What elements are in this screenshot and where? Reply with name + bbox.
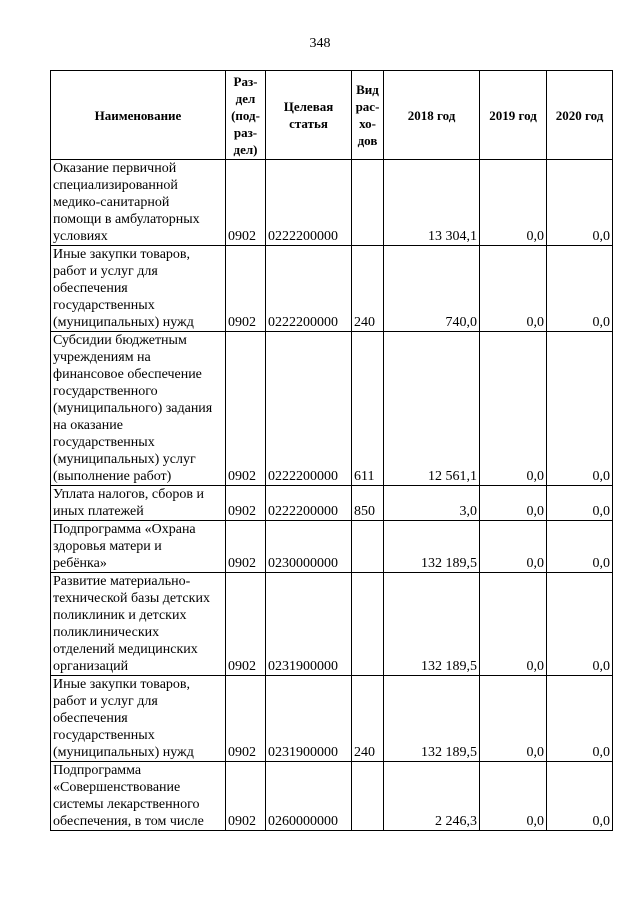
row-section: 0902 xyxy=(226,486,266,521)
row-target: 0222200000 xyxy=(266,160,352,246)
header-expense-type: Вид рас- хо- дов xyxy=(352,71,384,160)
row-section: 0902 xyxy=(226,676,266,762)
table-row xyxy=(51,160,613,246)
row-2018: 740,0 xyxy=(384,246,480,332)
row-target: 0222200000 xyxy=(266,246,352,332)
row-section: 0902 xyxy=(226,246,266,332)
row-2020: 0,0 xyxy=(547,332,613,486)
row-2019: 0,0 xyxy=(480,246,547,332)
row-name: Оказание первичной специализированной медико-санитарной помощи в амбулаторных условиях xyxy=(51,160,226,246)
table-row xyxy=(51,332,613,486)
row-2018: 132 189,5 xyxy=(384,676,480,762)
table-row xyxy=(51,486,613,521)
header-2018: 2018 год xyxy=(384,71,480,160)
table-row xyxy=(51,762,613,831)
row-expense-type xyxy=(352,160,384,246)
row-2020: 0,0 xyxy=(547,573,613,676)
row-section: 0902 xyxy=(226,521,266,573)
row-section: 0902 xyxy=(226,332,266,486)
row-2020: 0,0 xyxy=(547,486,613,521)
row-2020: 0,0 xyxy=(547,521,613,573)
row-2018: 3,0 xyxy=(384,486,480,521)
row-2019: 0,0 xyxy=(480,676,547,762)
row-target: 0222200000 xyxy=(266,332,352,486)
row-name: Иные закупки товаров, работ и услуг для обеспечения государственных (муниципальных) нужд xyxy=(51,246,226,332)
page-number: 348 xyxy=(309,36,331,51)
header-section: Раз- дел (под- раз- дел) xyxy=(226,71,266,160)
row-2018: 2 246,3 xyxy=(384,762,480,831)
row-name: Подпрограмма «Совершенствование системы лекарственного обеспечения, в том числе xyxy=(51,762,226,831)
row-expense-type xyxy=(352,521,384,573)
row-section: 0902 xyxy=(226,160,266,246)
row-name: Развитие материально- технической базы детских поликлиник и детских поликлинических отделений медицинских организаций xyxy=(51,573,226,676)
row-target: 0260000000 xyxy=(266,762,352,831)
row-2020: 0,0 xyxy=(547,762,613,831)
row-target: 0222200000 xyxy=(266,486,352,521)
row-name: Субсидии бюджетным учреждениям на финансовое обеспечение государственного (муниципального) задания на оказание государственных (муниципальных) услуг (выполнение работ) xyxy=(51,332,226,486)
table-row xyxy=(51,676,613,762)
row-2019: 0,0 xyxy=(480,332,547,486)
row-expense-type: 240 xyxy=(352,246,384,332)
row-expense-type: 611 xyxy=(352,332,384,486)
budget-table xyxy=(50,70,613,831)
row-expense-type: 240 xyxy=(352,676,384,762)
table-row xyxy=(51,246,613,332)
row-section: 0902 xyxy=(226,762,266,831)
row-2020: 0,0 xyxy=(547,160,613,246)
row-2019: 0,0 xyxy=(480,160,547,246)
row-2019: 0,0 xyxy=(480,486,547,521)
row-2020: 0,0 xyxy=(547,246,613,332)
row-2018: 13 304,1 xyxy=(384,160,480,246)
row-expense-type: 850 xyxy=(352,486,384,521)
row-2018: 12 561,1 xyxy=(384,332,480,486)
row-2019: 0,0 xyxy=(480,762,547,831)
row-section: 0902 xyxy=(226,573,266,676)
row-2019: 0,0 xyxy=(480,573,547,676)
header-2020: 2020 год xyxy=(547,71,613,160)
row-expense-type xyxy=(352,762,384,831)
row-2019: 0,0 xyxy=(480,521,547,573)
row-2020: 0,0 xyxy=(547,676,613,762)
table-header-row xyxy=(51,71,613,160)
row-name: Иные закупки товаров, работ и услуг для обеспечения государственных (муниципальных) нужд xyxy=(51,676,226,762)
row-2018: 132 189,5 xyxy=(384,573,480,676)
row-2018: 132 189,5 xyxy=(384,521,480,573)
row-expense-type xyxy=(352,573,384,676)
row-target: 0231900000 xyxy=(266,676,352,762)
header-target: Целевая статья xyxy=(266,71,352,160)
header-2019: 2019 год xyxy=(480,71,547,160)
table-row xyxy=(51,573,613,676)
row-target: 0230000000 xyxy=(266,521,352,573)
table-row xyxy=(51,521,613,573)
row-name: Подпрограмма «Охрана здоровья матери и ребёнка» xyxy=(51,521,226,573)
row-name: Уплата налогов, сборов и иных платежей xyxy=(51,486,226,521)
row-target: 0231900000 xyxy=(266,573,352,676)
header-name: Наименование xyxy=(51,71,226,160)
